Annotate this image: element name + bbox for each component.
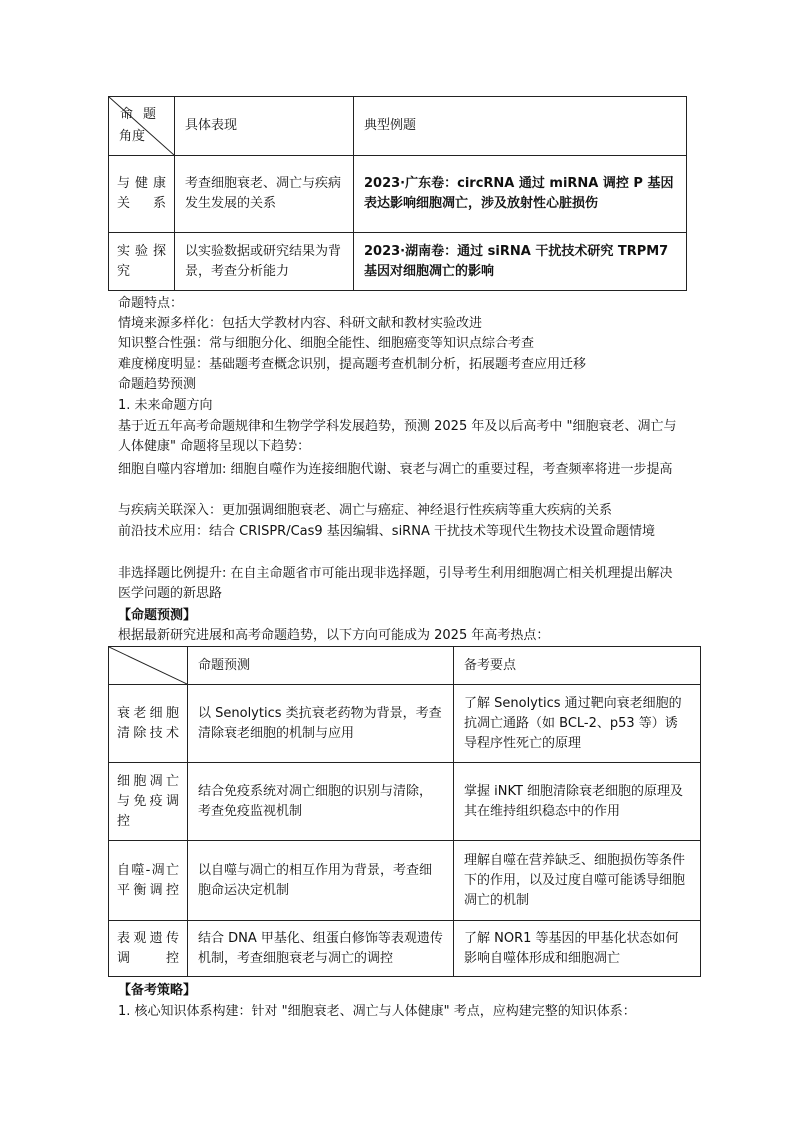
table-cell: 了解 NOR1 等基因的甲基化状态如何影响自噬体形成和细胞凋亡	[454, 921, 701, 977]
table-cell: 结合免疫系统对凋亡细胞的识别与清除，考查免疫监视机制	[188, 763, 454, 841]
diagonal-header-cell	[109, 647, 188, 685]
feature-item: 知识整合性强：常与细胞分化、细胞全能性、细胞癌变等知识点综合考查	[118, 336, 535, 351]
table-header-row	[109, 647, 701, 685]
table-cell: 理解自噬在营养缺乏、细胞损伤等条件下的作用，以及过度自噬可能诱导细胞凋亡的机制	[454, 841, 701, 921]
strategy-title: 【备考策略】	[118, 983, 197, 998]
corner-bottom-label: 角度	[119, 129, 146, 144]
column-header: 备考要点	[454, 647, 701, 685]
table-header-row	[109, 97, 687, 156]
table-row	[109, 763, 701, 841]
row-header: 与健康关系	[109, 156, 175, 233]
feature-item: 情境来源多样化：包括大学教材内容、科研文献和教材实验改进	[118, 316, 483, 331]
column-header: 典型例题	[354, 97, 687, 156]
table-cell: 结合 DNA 甲基化、组蛋白修饰等表观遗传机制，考查细胞衰老与凋亡的调控	[188, 921, 454, 977]
exam-angle-table	[108, 96, 687, 291]
table-cell: 以自噬与凋亡的相互作用为背景，考查细胞命运决定机制	[188, 841, 454, 921]
feature-item: 难度梯度明显：基础题考查概念识别，提高题考查机制分析，拓展题考查应用迁移	[118, 357, 587, 372]
table-cell: 以实验数据或研究结果为背景，考查分析能力	[175, 233, 354, 291]
row-header: 实验探究	[109, 233, 175, 291]
table-row	[109, 841, 701, 921]
trend-item: 与疾病关联深入：更加强调细胞衰老、凋亡与癌症、神经退行性疾病等重大疾病的关系	[118, 503, 613, 518]
row-header: 细胞凋亡与免疫调控	[109, 763, 188, 841]
table-row	[109, 156, 687, 233]
prediction-table	[108, 646, 701, 977]
strategy-item: 1. 核心知识体系构建：针对 "细胞衰老、凋亡与人体健康" 考点，应构建完整的知识体系：	[118, 1004, 636, 1019]
table-row	[109, 685, 701, 763]
trend-item: 前沿技术应用：结合 CRISPR/Cas9 基因编辑、siRNA 干扰技术等现代生物技术设置命题情境	[118, 524, 655, 539]
trend-subheading: 1. 未来命题方向	[118, 398, 213, 413]
trend-title: 命题趋势预测	[118, 377, 197, 392]
table-cell: 了解 Senolytics 通过靶向衰老细胞的抗凋亡通路（如 BCL-2、p53 等）诱导程序性死亡的原理	[454, 685, 701, 763]
prediction-title: 【命题预测】	[118, 608, 197, 623]
table-row	[109, 233, 687, 291]
trend-item: 细胞自噬内容增加: 细胞自噬作为连接细胞代谢、衰老与凋亡的重要过程，考查频率将进一步提高	[118, 462, 673, 477]
table-cell: 考查细胞衰老、凋亡与疾病发生发展的关系	[175, 156, 354, 233]
trend-intro: 基于近五年高考命题规律和生物学学科发展趋势，预测 2025 年及以后高考中 "细胞衰老、凋亡与人体健康" 命题将呈现以下趋势：	[118, 419, 677, 454]
trend-item: 非选择题比例提升: 在自主命题省市可能出现非选择题，引导考生利用细胞凋亡相关机理提出解决医学问题的新思路	[118, 566, 673, 601]
row-header: 自噬-凋亡平衡调控	[109, 841, 188, 921]
table-cell: 2023·广东卷：circRNA 通过 miRNA 调控 P 基因表达影响细胞凋亡，涉及放射性心脏损伤	[354, 156, 687, 233]
column-header: 具体表现	[175, 97, 354, 156]
row-header: 表观遗传调控	[109, 921, 188, 977]
table-cell: 2023·湖南卷：通过 siRNA 干扰技术研究 TRPM7 基因对细胞凋亡的影响	[354, 233, 687, 291]
table-row	[109, 921, 701, 977]
corner-top-label: 命题	[119, 107, 166, 122]
prediction-intro: 根据最新研究进展和高考命题趋势，以下方向可能成为 2025 年高考热点：	[118, 628, 550, 643]
diagonal-header-cell	[109, 97, 175, 156]
row-header: 衰老细胞清除技术	[109, 685, 188, 763]
table-cell: 以 Senolytics 类抗衰老药物为背景，考查清除衰老细胞的机制与应用	[188, 685, 454, 763]
column-header: 命题预测	[188, 647, 454, 685]
features-title: 命题特点：	[118, 296, 184, 311]
table-cell: 掌握 iNKT 细胞清除衰老细胞的原理及其在维持组织稳态中的作用	[454, 763, 701, 841]
diagonal-line	[109, 647, 187, 684]
